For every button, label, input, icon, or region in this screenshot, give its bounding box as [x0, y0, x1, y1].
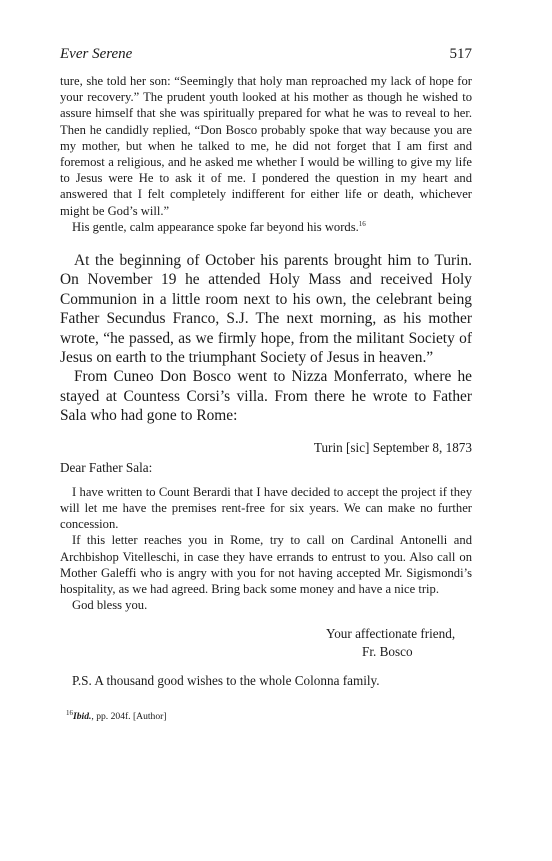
- body-paragraph: From Cuneo Don Bosco went to Nizza Monferrato, where he stayed at Countess Corsi’s villa. From there he wrote to Father Sala who had gone to Rome:: [60, 368, 472, 425]
- quoted-paragraph: ture, she told her son: “Seemingly that holy man reproached my lack of hope for your recovery.” The prudent youth looked at his mother as though he wished to assure himself that she was spiritually prepared for what he was to reveal to her. Then he candidly replied, “Don Bosco probably spoke that way because you are my mother, but when he talked to me, he did not forget that I am first and foremost a religious, and he asked me whether I would be willing to give my life to Jesus were He to ask it of me. I pondered the question in my heart and answered that I felt completely indifferent for either life or death, whichever might be God’s will.”: [60, 74, 472, 218]
- quoted-paragraph-closing: [60, 219, 472, 235]
- letter-paragraph: God bless you.: [72, 598, 148, 613]
- book-page: [60, 46, 472, 722]
- running-title: Ever Serene: [60, 46, 133, 62]
- body-paragraph: At the beginning of October his parents brought him to Turin. On November 19 he attended Holy Mass and received Holy Communion in a little room next to his own, the celebrant being Father Secundus Franco, S.J. The next morning, as his mother wrote, “he passed, as we firmly hope, from the militant Society of Jesus on earth to the triumphant Society of Jesus in heaven.”: [60, 252, 472, 367]
- main-text: [60, 251, 472, 426]
- letter-postscript: P.S. A thousand good wishes to the whole Colonna family.: [72, 673, 380, 689]
- quoted-paragraph-text: His gentle, calm appearance spoke far beyond his words.: [72, 219, 359, 234]
- letter-closing: [326, 625, 472, 661]
- letter-valediction: Your affectionate friend,: [326, 626, 456, 642]
- footnote-reference[interactable]: 16: [358, 219, 366, 228]
- letter-paragraph: If this letter reaches you in Rome, try to call on Cardinal Antonelli and Archbishop Vitelleschi, in case they have errands to entrust to you. Also call on Mother Galeffi who is angry with you for not having accepted Mr. Sigismondi’s hospitality, as we had agreed. Bring back some money and have a nice trip.: [60, 533, 472, 596]
- page-number: 517: [449, 46, 472, 62]
- footnote-text: , pp. 204f. [Author]: [91, 711, 167, 723]
- letter-dateline: Turin [sic] September 8, 1873: [313, 439, 472, 455]
- footnote-source: Ibid.: [73, 711, 92, 723]
- quoted-passage: [60, 73, 472, 235]
- letter: [60, 440, 472, 690]
- letter-paragraph: I have written to Count Berardi that I have decided to accept the project if they will let me have the premises rent-free for six years. We can make no further concession.: [60, 484, 472, 532]
- running-header: [60, 46, 472, 63]
- letter-signature: Fr. Bosco: [362, 644, 413, 660]
- footnote: [60, 711, 472, 722]
- letter-body: [60, 484, 472, 614]
- footnote-number: 16: [66, 709, 73, 718]
- letter-salutation: Dear Father Sala:: [60, 459, 153, 475]
